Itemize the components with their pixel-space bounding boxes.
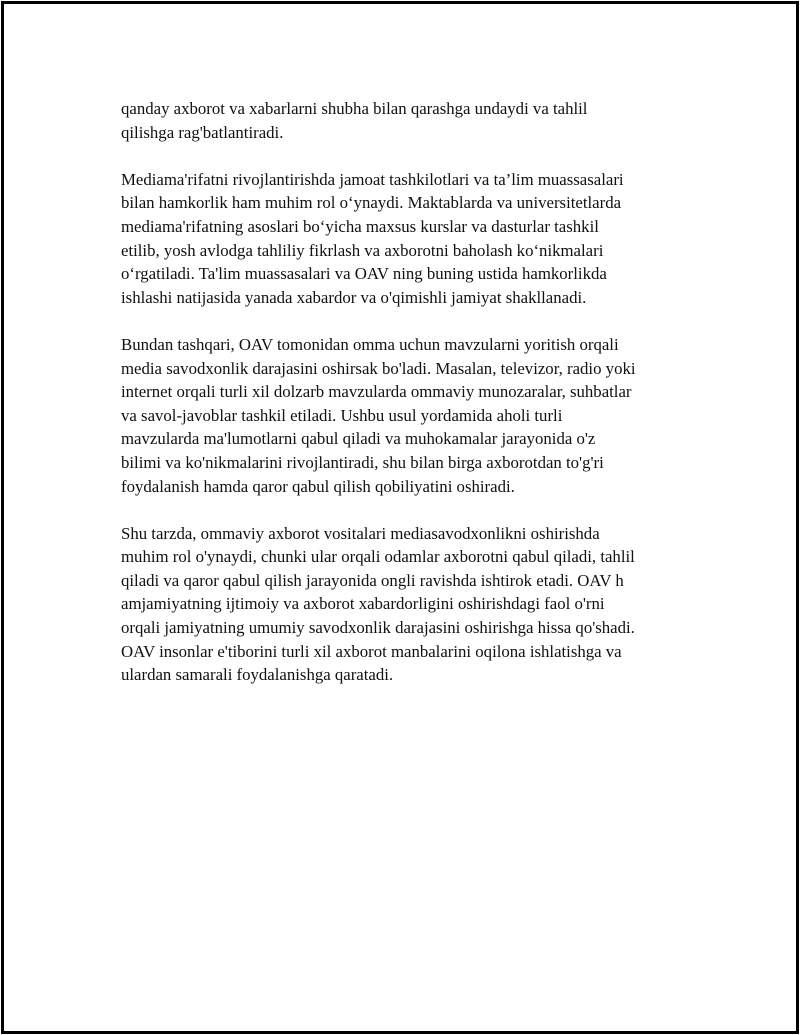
text-line: Bundan tashqari, OAV tomonidan omma uchun mavzularni yoritish orqali <box>121 334 619 354</box>
page-frame <box>1 1 799 1034</box>
text-line: orqali jamiyatning umumiy savodxonlik darajasini oshirishga hissa qo'shadi. <box>121 618 635 638</box>
text-line: ulardan samarali foydalanishga qaratadi. <box>121 665 394 685</box>
text-line: mediama'rifatning asoslari boʻyicha maxsus kurslar va dasturlar tashkil <box>121 216 599 236</box>
text-line: qilishga rag'batlantiradi. <box>121 122 284 142</box>
text-line: oʻrgatiladi. Ta'lim muassasalari va OAV ning buning ustida hamkorlikda <box>121 264 607 284</box>
text-line: mavzularda ma'lumotlarni qabul qiladi va muhokamalar jarayonida o'z <box>121 429 596 449</box>
text-line: qanday axborot va xabarlarni shubha bilan qarashga undaydi va tahlil <box>121 99 588 118</box>
paragraph-3 <box>121 333 711 498</box>
text-line: va savol-javoblar tashkil etiladi. Ushbu usul yordamida aholi turli <box>121 405 563 425</box>
text-line: bilimi va ko'nikmalarini rivojlantiradi, shu bilan birga axborotdan to'g'ri <box>121 452 604 472</box>
text-line: media savodxonlik darajasini oshirsak bo'ladi. Masalan, televizor, radio yoki <box>121 358 636 378</box>
paragraph-4 <box>121 522 711 687</box>
text-line: Mediama'rifatni rivojlantirishda jamoat tashkilotlari va ta’lim muassasalari <box>121 169 624 189</box>
text-line: etilib, yosh avlodga tahliliy fikrlash va axborotni baholash koʻnikmalari <box>121 240 604 260</box>
paragraph-2 <box>121 168 711 310</box>
text-line: Shu tarzda, ommaviy axborot vositalari mediasavodxonlikni oshirishda <box>121 523 600 543</box>
text-line: amjamiyatning ijtimoiy va axborot xabardorligini oshirishdagi faol o'rni <box>121 594 605 614</box>
document-body <box>121 97 711 710</box>
paragraph-1 <box>121 97 711 144</box>
text-line: foydalanish hamda qaror qabul qilish qobiliyatini oshiradi. <box>121 476 515 496</box>
text-line: qiladi va qaror qabul qilish jarayonida ongli ravishda ishtirok etadi. OAV h <box>121 570 624 590</box>
text-line: internet orqali turli xil dolzarb mavzularda ommaviy munozaralar, suhbatlar <box>121 382 632 402</box>
text-line: OAV insonlar e'tiborini turli xil axborot manbalarini oqilona ishlatishga va <box>121 641 622 661</box>
text-line: ishlashi natijasida yanada xabardor va o'qimishli jamiyat shakllanadi. <box>121 287 587 307</box>
text-line: muhim rol o'ynaydi, chunki ular orqali odamlar axborotni qabul qiladi, tahlil <box>121 547 635 567</box>
text-line: bilan hamkorlik ham muhim rol oʻynaydi. Maktablarda va universitetlarda <box>121 193 622 213</box>
